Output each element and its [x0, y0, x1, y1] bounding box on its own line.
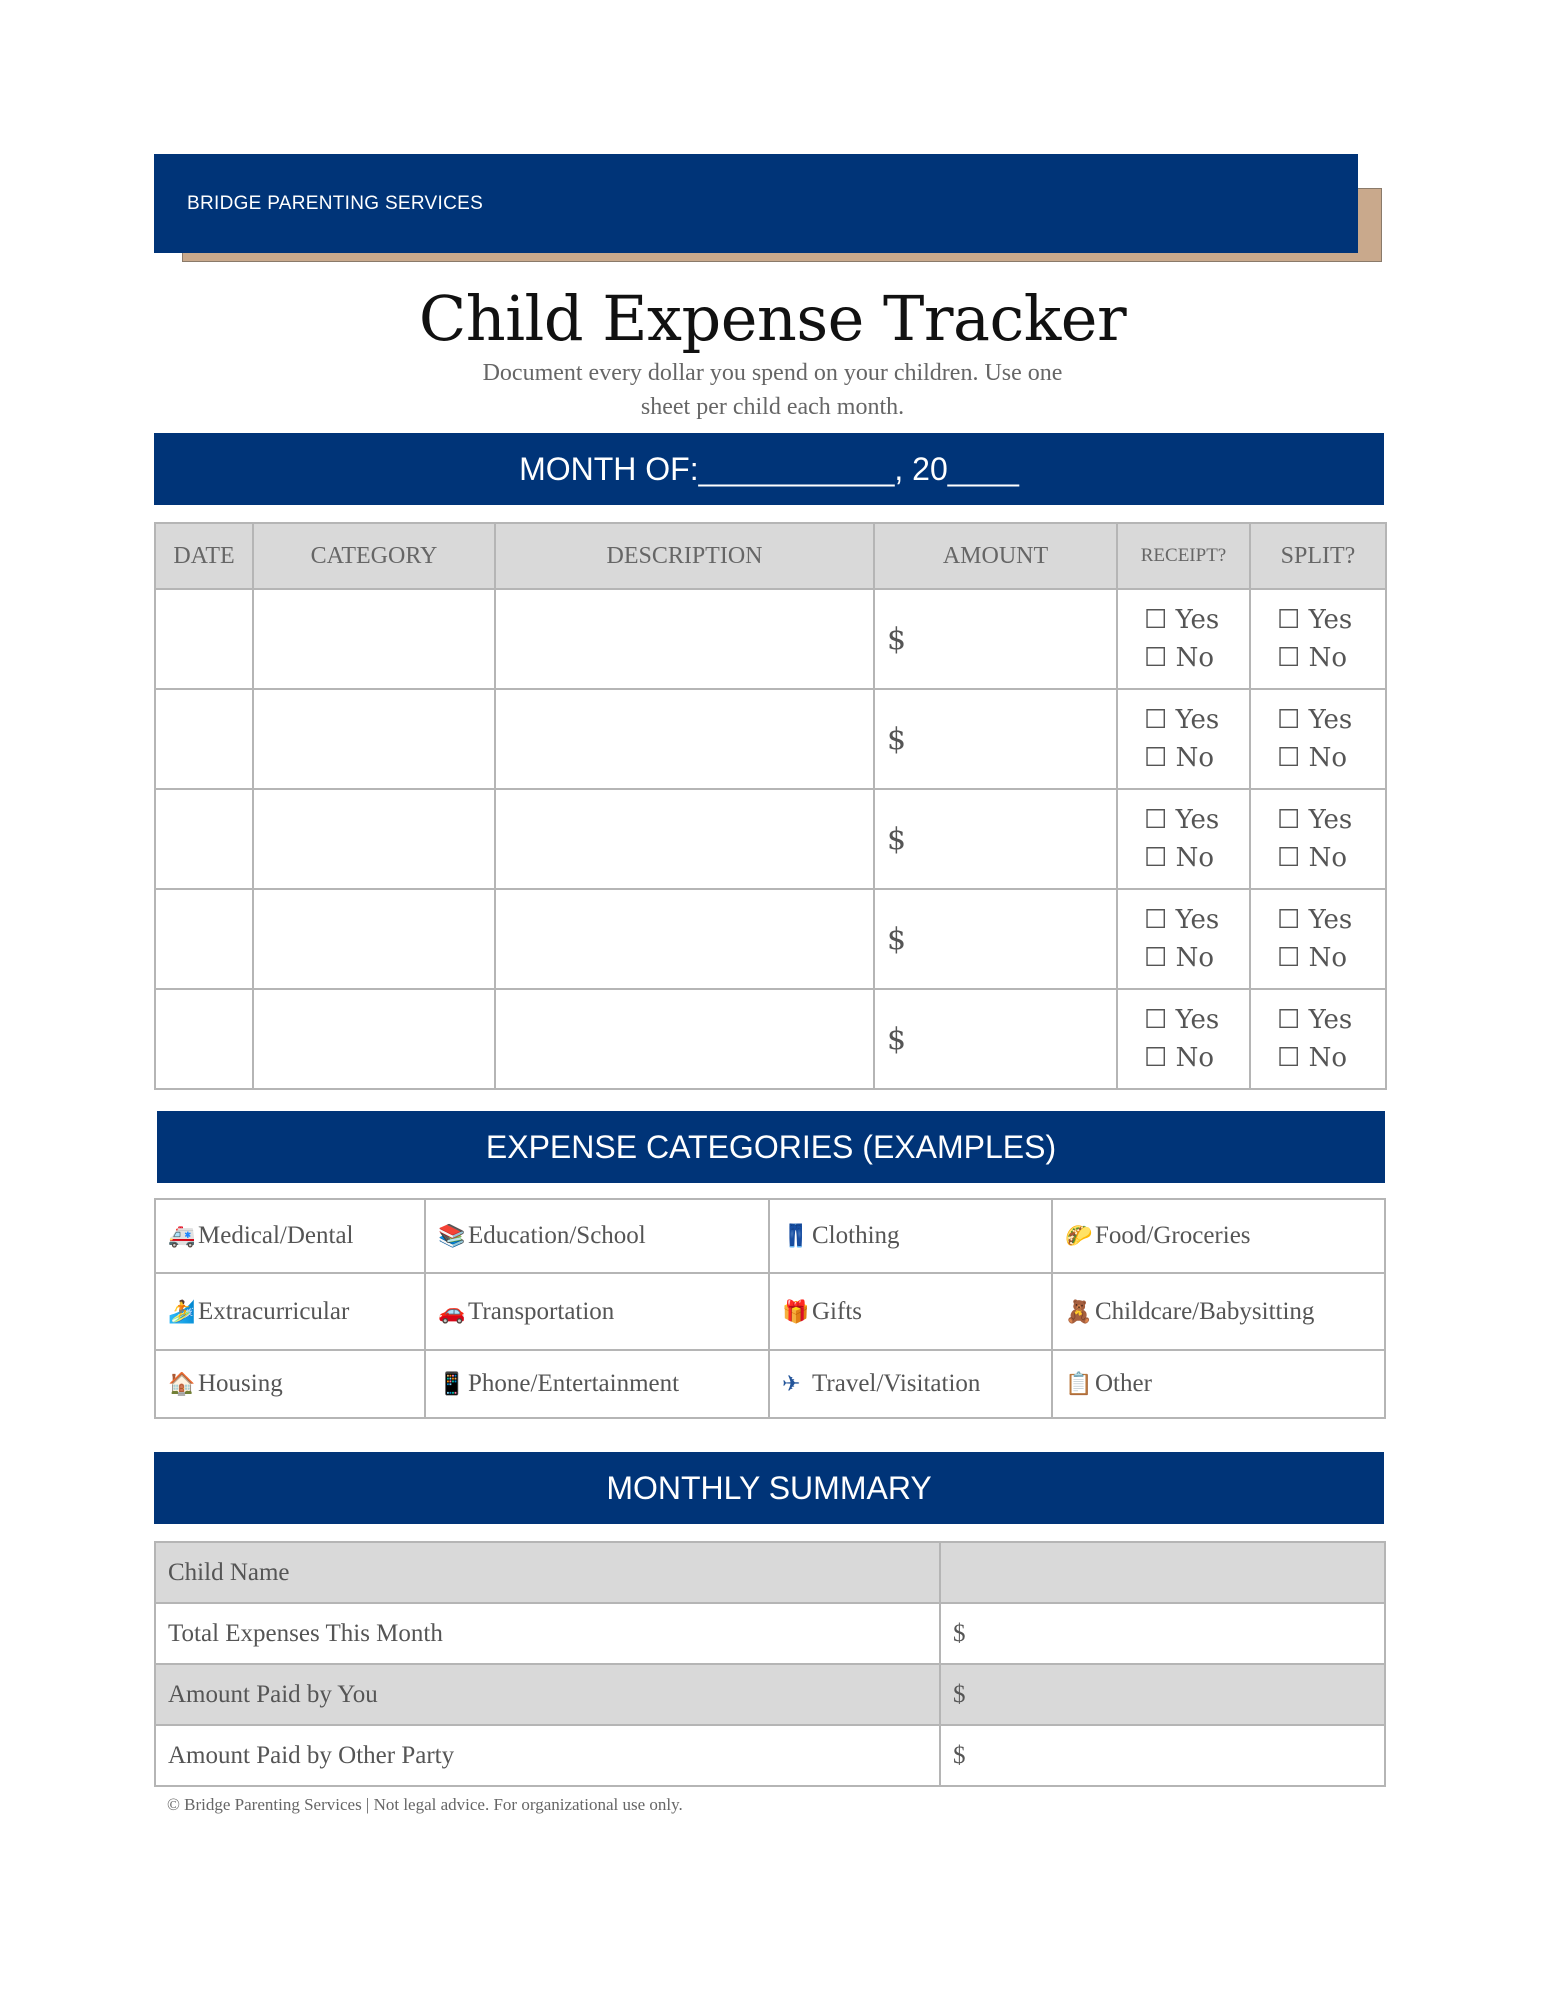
category-label: Clothing — [812, 1222, 900, 1249]
split-yes-checkbox[interactable]: ☐ Yes — [1277, 605, 1353, 635]
footer-note: © Bridge Parenting Services | Not legal advice. For organizational use only. — [167, 1795, 683, 1814]
expense-row — [155, 989, 1386, 1089]
books-icon: 📚 — [438, 1223, 466, 1248]
summary-row — [155, 1725, 1385, 1786]
col-split: SPLIT? — [1250, 523, 1386, 589]
category-item — [155, 1199, 425, 1273]
category-item — [155, 1273, 425, 1350]
receipt-cell — [1117, 989, 1250, 1089]
amount-cell[interactable] — [874, 789, 1117, 889]
category-item — [425, 1273, 769, 1350]
airplane-icon: ✈ — [782, 1371, 801, 1396]
taco-icon: 🌮 — [1065, 1223, 1093, 1248]
house-icon: 🏠 — [168, 1371, 196, 1396]
category-item — [1052, 1350, 1385, 1418]
page-title: Child Expense Tracker — [418, 282, 1127, 355]
summary-label: Total Expenses This Month — [155, 1603, 940, 1664]
phone-icon: 📱 — [438, 1371, 466, 1396]
category-cell[interactable] — [253, 889, 495, 989]
amount-cell[interactable] — [874, 589, 1117, 689]
expense-row — [155, 689, 1386, 789]
page-subtitle — [0, 356, 1545, 424]
col-description: DESCRIPTION — [495, 523, 874, 589]
summary-table — [154, 1541, 1386, 1787]
summary-row — [155, 1603, 1385, 1664]
category-item — [425, 1350, 769, 1418]
description-cell[interactable] — [495, 589, 874, 689]
expense-row — [155, 589, 1386, 689]
dollar-sign: $ — [887, 1021, 907, 1057]
category-cell[interactable] — [253, 589, 495, 689]
category-row — [155, 1273, 1385, 1350]
category-label: Other — [1095, 1370, 1152, 1397]
receipt-no-checkbox[interactable]: ☐ No — [1144, 643, 1214, 673]
description-cell[interactable] — [495, 889, 874, 989]
receipt-yes-checkbox[interactable]: ☐ Yes — [1144, 605, 1220, 635]
gift-icon: 🎁 — [782, 1298, 810, 1324]
split-yes-checkbox[interactable]: ☐ Yes — [1277, 1005, 1353, 1035]
category-label: Education/School — [468, 1222, 646, 1249]
summary-value[interactable]: $ — [940, 1603, 1385, 1664]
receipt-cell — [1117, 889, 1250, 989]
receipt-yes-checkbox[interactable]: ☐ Yes — [1144, 905, 1220, 935]
summary-value[interactable] — [940, 1542, 1385, 1603]
subtitle-line: Document every dollar you spend on your children. Use one — [482, 360, 1063, 386]
amount-cell[interactable] — [874, 889, 1117, 989]
dollar-sign: $ — [887, 821, 907, 857]
category-cell[interactable] — [253, 989, 495, 1089]
category-label: Food/Groceries — [1095, 1222, 1251, 1249]
expense-table — [154, 522, 1387, 1090]
split-no-checkbox[interactable]: ☐ No — [1277, 943, 1347, 973]
summary-value[interactable]: $ — [940, 1725, 1385, 1786]
receipt-no-checkbox[interactable]: ☐ No — [1144, 843, 1214, 873]
split-cell — [1250, 589, 1386, 689]
car-icon: 🚗 — [438, 1298, 466, 1324]
category-cell[interactable] — [253, 789, 495, 889]
summary-label: Amount Paid by Other Party — [155, 1725, 940, 1786]
amount-cell[interactable] — [874, 689, 1117, 789]
brand-name: BRIDGE PARENTING SERVICES — [187, 192, 484, 214]
categories-table — [154, 1198, 1386, 1419]
split-yes-checkbox[interactable]: ☐ Yes — [1277, 805, 1353, 835]
categories-bar-label: EXPENSE CATEGORIES (EXAMPLES) — [485, 1128, 1057, 1165]
receipt-cell — [1117, 789, 1250, 889]
ambulance-icon: 🚑 — [168, 1223, 196, 1248]
summary-bar-label: MONTHLY SUMMARY — [606, 1469, 932, 1506]
date-cell[interactable] — [155, 889, 253, 989]
split-cell — [1250, 789, 1386, 889]
clipboard-icon: 📋 — [1065, 1371, 1093, 1396]
category-label: Extracurricular — [198, 1297, 350, 1325]
date-cell[interactable] — [155, 789, 253, 889]
date-cell[interactable] — [155, 589, 253, 689]
category-item — [769, 1273, 1052, 1350]
amount-cell[interactable] — [874, 989, 1117, 1089]
jeans-icon: 👖 — [782, 1223, 810, 1248]
split-yes-checkbox[interactable]: ☐ Yes — [1277, 705, 1353, 735]
category-item — [1052, 1273, 1385, 1350]
category-item — [425, 1199, 769, 1273]
summary-value[interactable]: $ — [940, 1664, 1385, 1725]
split-no-checkbox[interactable]: ☐ No — [1277, 743, 1347, 773]
col-category: CATEGORY — [253, 523, 495, 589]
categories-bar — [157, 1111, 1385, 1183]
header-banner — [154, 154, 1358, 253]
category-label: Gifts — [812, 1297, 862, 1325]
category-item — [155, 1350, 425, 1418]
month-field[interactable]: MONTH OF:___________, 20____ — [519, 450, 1019, 487]
category-label: Travel/Visitation — [812, 1370, 981, 1397]
receipt-no-checkbox[interactable]: ☐ No — [1144, 743, 1214, 773]
category-label: Medical/Dental — [198, 1222, 354, 1249]
subtitle-line: sheet per child each month. — [640, 394, 905, 420]
description-cell[interactable] — [495, 989, 874, 1089]
receipt-cell — [1117, 589, 1250, 689]
category-label: Phone/Entertainment — [468, 1370, 680, 1397]
category-row — [155, 1199, 1385, 1273]
receipt-cell — [1117, 689, 1250, 789]
description-cell[interactable] — [495, 789, 874, 889]
dollar-sign: $ — [887, 621, 907, 657]
split-cell — [1250, 689, 1386, 789]
category-cell[interactable] — [253, 689, 495, 789]
split-cell — [1250, 889, 1386, 989]
dollar-sign: $ — [887, 721, 907, 757]
col-receipt: RECEIPT? — [1117, 523, 1250, 589]
summary-bar — [154, 1452, 1384, 1524]
dollar-sign: $ — [887, 921, 907, 957]
summary-row — [155, 1542, 1385, 1603]
summary-label: Child Name — [155, 1542, 940, 1603]
expense-row — [155, 789, 1386, 889]
col-date: DATE — [155, 523, 253, 589]
split-yes-checkbox[interactable]: ☐ Yes — [1277, 905, 1353, 935]
receipt-no-checkbox[interactable]: ☐ No — [1144, 1043, 1214, 1073]
summary-label: Amount Paid by You — [155, 1664, 940, 1725]
expense-row — [155, 889, 1386, 989]
expense-header-row — [155, 523, 1386, 589]
category-item — [769, 1350, 1052, 1418]
month-bar — [154, 433, 1384, 505]
receipt-yes-checkbox[interactable]: ☐ Yes — [1144, 705, 1220, 735]
split-no-checkbox[interactable]: ☐ No — [1277, 843, 1347, 873]
category-label: Childcare/Babysitting — [1095, 1297, 1315, 1325]
receipt-yes-checkbox[interactable]: ☐ Yes — [1144, 805, 1220, 835]
split-no-checkbox[interactable]: ☐ No — [1277, 1043, 1347, 1073]
category-item — [1052, 1199, 1385, 1273]
split-no-checkbox[interactable]: ☐ No — [1277, 643, 1347, 673]
receipt-no-checkbox[interactable]: ☐ No — [1144, 943, 1214, 973]
col-amount: AMOUNT — [874, 523, 1117, 589]
receipt-yes-checkbox[interactable]: ☐ Yes — [1144, 1005, 1220, 1035]
category-label: Transportation — [468, 1297, 615, 1325]
summary-row — [155, 1664, 1385, 1725]
category-row — [155, 1350, 1385, 1418]
category-label: Housing — [198, 1370, 283, 1397]
category-item — [769, 1199, 1052, 1273]
split-cell — [1250, 989, 1386, 1089]
description-cell[interactable] — [495, 689, 874, 789]
surfer-icon: 🏄 — [168, 1298, 196, 1324]
teddy-bear-icon: 🧸 — [1065, 1298, 1093, 1324]
date-cell[interactable] — [155, 689, 253, 789]
date-cell[interactable] — [155, 989, 253, 1089]
